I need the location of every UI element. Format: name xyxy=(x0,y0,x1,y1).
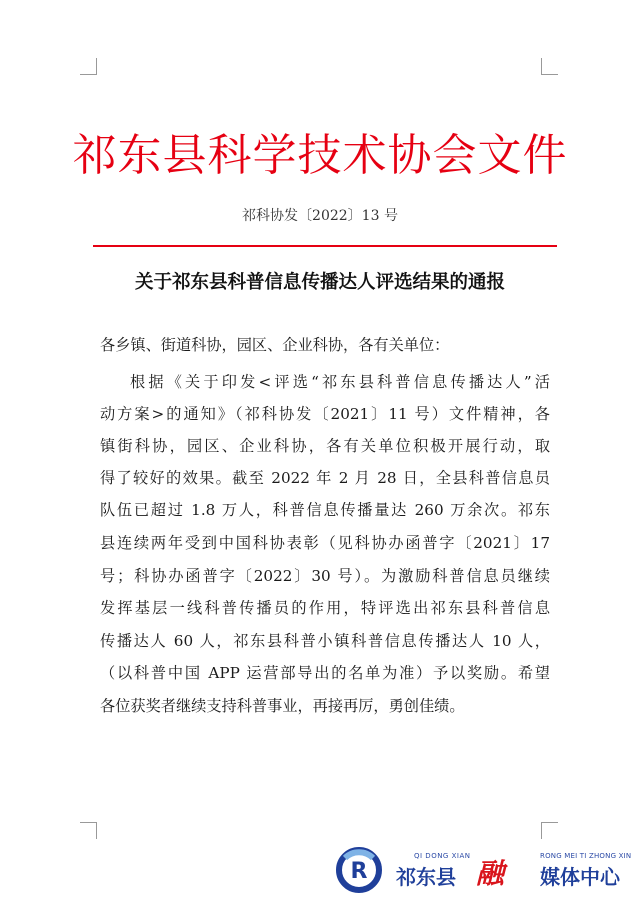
body-line: 县连续两年受到中国科协表彰（见科协办函普字〔2021〕17 xyxy=(100,534,550,552)
watermark-pinyin-left: QI DONG XIAN xyxy=(414,852,471,860)
watermark-text-mid: 融 xyxy=(476,857,503,890)
crop-mark-top-left xyxy=(80,58,97,75)
watermark-text-left: 祁东县 xyxy=(396,865,456,889)
red-divider-line xyxy=(93,245,557,247)
crop-mark-top-right xyxy=(541,58,558,75)
body-line: 各位获奖者继续支持科普事业，再接再厉，勇创佳绩。 xyxy=(100,697,465,715)
watermark-text-right: 媒体中心 xyxy=(540,865,620,889)
body-line: 得了较好的效果。截至 2022 年 2 月 28 日，全县科普信息员 xyxy=(100,469,550,487)
document-title: 关于祁东县科普信息传播达人评选结果的通报 xyxy=(134,272,505,293)
svg-text:R: R xyxy=(350,859,368,884)
body-line: （以科普中国 APP 运营部导出的名单为准）予以奖励。希望 xyxy=(100,664,550,682)
body-line: 动方案>的通知》（祁科协发〔2021〕11 号）文件精神，各 xyxy=(100,405,550,423)
crop-mark-bottom-right xyxy=(541,822,558,839)
body-line: 镇街科协，园区、企业科协，各有关单位积极开展行动，取 xyxy=(100,437,550,455)
document-number: 祁科协发〔2022〕13 号 xyxy=(242,208,398,224)
document-masthead: 祁东县科学技术协会文件 xyxy=(72,130,568,181)
watermark-pinyin-right: RONG MEI TI ZHONG XIN xyxy=(540,852,632,860)
body-line: 传播达人 60 人，祁东县科普小镇科普信息传播达人 10 人， xyxy=(100,632,550,650)
body-line: 根据《关于印发<评选“祁东县科普信息传播达人”活 xyxy=(130,373,550,391)
salutation: 各乡镇、街道科协，园区、企业科协，各有关单位： xyxy=(100,336,450,354)
media-center-logo-icon xyxy=(335,846,383,894)
body-line: 发挥基层一线科普传播员的作用，特评选出祁东县科普信息 xyxy=(100,599,550,617)
body-line: 队伍已超过 1.8 万人，科普信息传播量达 260 万余次。祁东 xyxy=(100,501,550,519)
crop-mark-bottom-left xyxy=(80,822,97,839)
body-line: 号；科协办函普字〔2022〕30 号）。为激励科普信息员继续 xyxy=(100,567,550,585)
